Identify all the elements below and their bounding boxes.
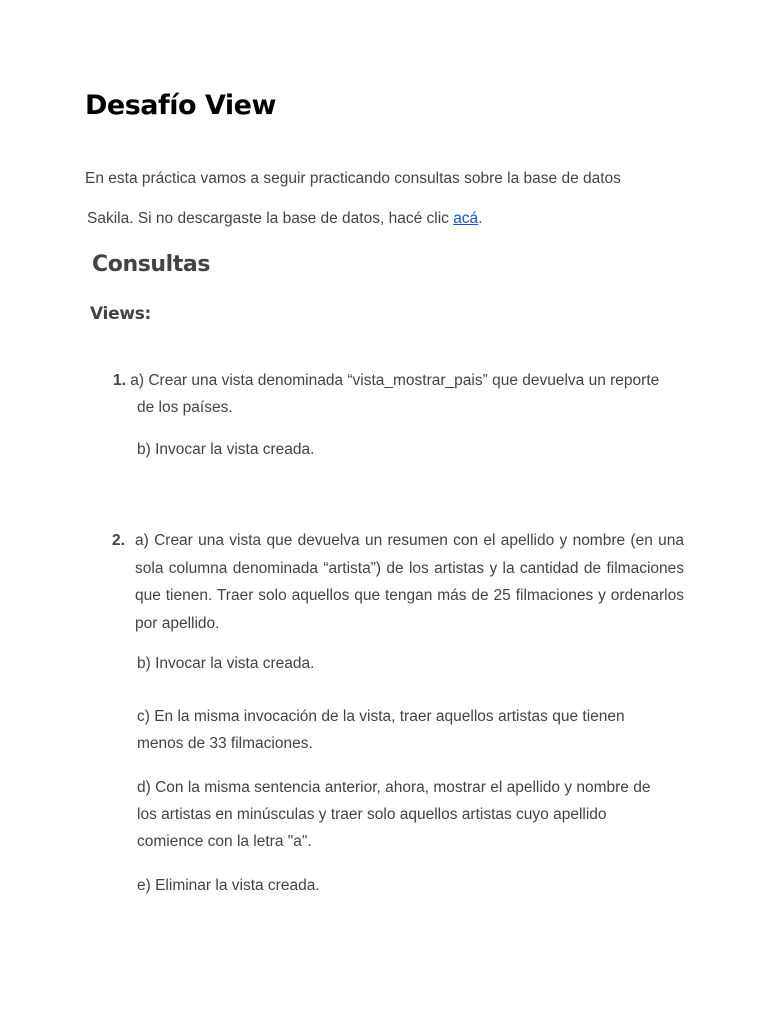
- list-number-2: 2.: [112, 532, 125, 549]
- intro-line-2: [87, 209, 483, 229]
- item-2-a: a) Crear una vista que devuelva un resumen con el apellido y nombre (en una sola columna denominada “artista”) de los artistas y la cantidad de filmaciones que tienen. Traer solo aquellos que tengan más de 25 filmaciones y ordenarlos por apellido.: [135, 532, 684, 632]
- section-heading: Consultas: [92, 252, 211, 277]
- list-item-1: [113, 367, 683, 421]
- item-2-c: c) En la misma invocación de la vista, traer aquellos artistas que tienen menos de 33 filmaciones.: [137, 708, 625, 752]
- item-2-b: b) Invocar la vista creada.: [137, 655, 315, 672]
- subsection-heading: Views:: [90, 304, 152, 324]
- download-link[interactable]: acá: [453, 210, 479, 227]
- item-2-e: e) Eliminar la vista creada.: [137, 877, 320, 894]
- page-title: Desafío View: [85, 90, 276, 121]
- item-2-d: d) Con la misma sentencia anterior, ahora, mostrar el apellido y nombre de los artistas en minúsculas y traer solo aquellos artistas cuyo apellido comience con la letra "a".: [137, 779, 651, 850]
- intro-line-2-text: Sakila. Si no descargaste la base de datos, hacé clic: [87, 210, 454, 227]
- item-1-a-rest: de los países.: [137, 399, 233, 416]
- item-1-b: b) Invocar la vista creada.: [137, 441, 315, 458]
- list-number-1: 1.: [113, 372, 126, 389]
- list-item-2: [112, 527, 684, 637]
- intro-line-2-suffix: .: [478, 210, 483, 227]
- intro-line-1: En esta práctica vamos a seguir practicando consultas sobre la base de datos: [85, 170, 621, 187]
- item-1-a-first: a) Crear una vista denominada “vista_mostrar_pais” que devuelva un reporte: [130, 372, 660, 389]
